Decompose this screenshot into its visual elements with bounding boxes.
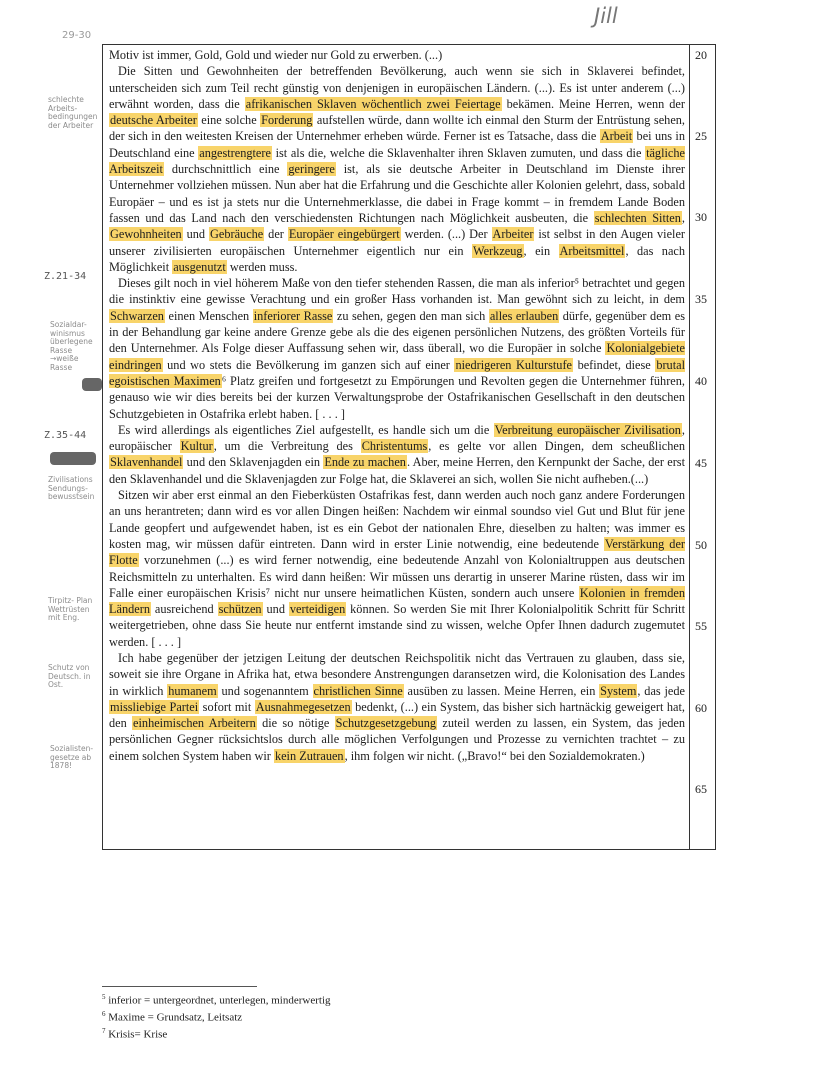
highlighted-phrase: Kolonialgebiete eindringen xyxy=(109,341,685,372)
highlighted-phrase: missliebige Partei xyxy=(110,699,199,714)
highlighted-phrase: Schwarzen xyxy=(110,308,164,323)
highlighted-phrase: Forderung xyxy=(261,113,313,128)
text-run: zu sehen, gegen den man sich xyxy=(333,308,489,323)
text-paragraph xyxy=(109,47,685,63)
highlighted-phrase: Arbeitsmittel xyxy=(559,243,625,258)
highlighted-phrase: Werkzeug xyxy=(473,243,523,258)
margin-note-protection: Schutz von Deutsch. in Ost. xyxy=(48,663,91,689)
highlighted-phrase: Kultur xyxy=(180,439,213,454)
highlighted-phrase: Europäer eingebürgert xyxy=(288,227,400,242)
line-number: 30 xyxy=(695,210,707,224)
highlighted-phrase: ausgenutzt xyxy=(173,259,226,274)
highlighted-phrase: tägliche Arbeitszeit xyxy=(109,145,685,177)
text-run: bekämen. Meine Herren, wenn der xyxy=(501,96,685,111)
footnote: $^7$ Krisis= Krise xyxy=(102,1026,168,1041)
handwritten-page-marker: 29-30 xyxy=(62,30,92,41)
text-run: sofort mit xyxy=(199,699,255,714)
text-run: ist selbst in den Augen vieler unserer zivilisierten europäischen Unternehmer eigentlich nur ein xyxy=(109,227,686,258)
highlighted-phrase: Ausnahmegesetzen xyxy=(255,699,351,714)
text-run: durchschnittlich eine xyxy=(163,162,288,177)
highlighted-phrase: Sklavenhandel xyxy=(110,455,183,470)
line-number-column-divider xyxy=(689,45,690,849)
text-run: können. So werden Sie mit Ihrer Kolonialpolitik Schritt für Schritt weitergetrieben, ohne dass Sie heute nur entfernt imstande sind zu wissen, welche Opfer Ihnen dadurch zugemutet werden. [ . . . ] xyxy=(109,602,686,649)
highlighted-phrase: angestrengtere xyxy=(199,145,271,160)
text-run: der xyxy=(264,227,288,242)
margin-note-civilizing-mission: Zivilisations Sendungs- bewusstsein xyxy=(48,475,95,501)
text-run: eine solche xyxy=(197,113,261,128)
text-run: und xyxy=(182,227,209,242)
highlighted-phrase: Arbeiter xyxy=(492,227,534,242)
line-range-note: Z.35-44 xyxy=(44,430,87,441)
line-number: 25 xyxy=(695,129,707,143)
text-run: , xyxy=(681,210,685,225)
highlighted-phrase: Kolonien in fremden Ländern xyxy=(109,585,685,617)
footnotes xyxy=(102,991,331,1042)
margin-note-social-darwinism: Sozialdar- winismus überlegene Rasse →weiße Rasse xyxy=(50,320,93,372)
text-run: , europäischer xyxy=(109,422,685,454)
highlighted-phrase: geringere xyxy=(288,162,335,177)
highlighted-phrase: Gewohnheiten xyxy=(110,227,182,242)
line-number: 65 xyxy=(695,782,707,796)
highlighted-phrase: System xyxy=(600,683,637,698)
margin-note-working-conditions: schlechte Arbeits- bedingungen der Arbeiter xyxy=(48,95,98,130)
text-run: Ich habe gegenüber der jetzigen Leitung der deutschen Reichspolitik nicht das Vertrauen zu glauben, dass sie, soweit sie ihre Organe in Afrika hat, etwa besondere Anstrengungen daransetzen wird, die Kolonisation des Landes in wirklich xyxy=(109,650,685,698)
text-run: Es wird allerdings als eigentliches Ziel aufgestellt, es handle sich um die xyxy=(118,422,494,437)
text-paragraph xyxy=(109,422,685,487)
text-run: bei uns in Deutschland eine xyxy=(109,129,685,160)
text-run: einen Menschen xyxy=(164,308,253,323)
line-number: 60 xyxy=(695,701,707,715)
text-run: und den Sklavenjagden ein xyxy=(183,455,324,470)
text-run: und wo stets die Bevölkerung im ganzen sich auf einer xyxy=(162,357,455,372)
text-run: ist, als sie deutsche Arbeiter in Deutschland im Dienste ihrer Unternehmer vollziehen müssen. Nun aber hat die Erfahrung und die Geschichte aller Kolonien gelehrt, dass, sobald Europäer – und es ist ja stets nur die Unternehmerklasse, die dabei in Frage kommt – in fremdem Lande Boden fassen und das Land nach den verschiedensten Richtungen nach Möglichkeit ausbeuten, die xyxy=(109,162,685,225)
highlighted-phrase: afrikanischen Sklaven wöchentlich zwei Feiertage xyxy=(245,96,501,111)
highlighted-phrase: niedrigeren Kulturstufe xyxy=(455,357,573,372)
line-number: 35 xyxy=(695,292,707,306)
line-number: 45 xyxy=(695,456,707,470)
line-number: 55 xyxy=(695,619,707,633)
highlighted-phrase: schlechten Sitten xyxy=(594,210,681,225)
line-number: 50 xyxy=(695,538,707,552)
text-run: , ein xyxy=(523,243,559,258)
highlighted-phrase: kein Zutrauen xyxy=(274,748,344,763)
text-run: ausüben zu lassen. Meine Herren, ein xyxy=(403,683,600,698)
scribble-mark xyxy=(50,452,96,465)
text-run: vorzunehmen (...) es wird ferner notwendig, eine bedeutende Anzahl von Kolonialtruppen aus deutschen Reichsmitteln zu unterhalten. Es wird dann heißen: Wir müssen uns derartig in unserer Marine rüsten, dass wir im Falle einer europäischen Krisis⁷ nicht nur unsere heimatlichen Küsten, sondern auch unsere xyxy=(109,553,685,600)
handwritten-author-name: Jill xyxy=(594,4,618,28)
footnote-separator xyxy=(102,986,257,987)
text-run: ausreichend xyxy=(150,602,218,617)
highlighted-phrase: einheimischen Arbeitern xyxy=(133,716,256,731)
text-paragraph xyxy=(109,63,685,275)
text-run: ist als die, welche die Sklavenhalter ihren Sklaven zumuten, und dass die xyxy=(271,145,646,160)
text-run: . Aber, meine Herren, den Kernpunkt der Sache, der erst den Sklavenhandel und die Sklavenjagden zur Folge hat, die Sklaverei an sich, wollen Sie nicht aufheben.(...) xyxy=(109,455,685,486)
text-run: , das jede xyxy=(637,683,685,698)
text-paragraph xyxy=(109,275,685,422)
text-run: werden muss. xyxy=(226,259,298,274)
text-run: , das nach Möglichkeit xyxy=(109,243,686,274)
highlighted-phrase: Schutzgesetzgebung xyxy=(335,716,437,731)
highlighted-phrase: deutsche Arbeiter xyxy=(110,113,197,128)
highlighted-phrase: Gebräuche xyxy=(210,227,264,242)
text-run: die so nötige xyxy=(256,716,335,731)
highlighted-phrase: alles erlauben xyxy=(489,308,559,323)
line-number: 40 xyxy=(695,374,707,388)
text-run: Motiv ist immer, Gold, Gold und wieder nur Gold zu erwerben. (...) xyxy=(109,48,443,62)
text-run: und xyxy=(262,602,289,617)
footnote: $^5$ inferior = untergeordnet, unterlegen, minderwertig xyxy=(102,993,331,1007)
footnote: $^6$ Maxime = Grundsatz, Leitsatz xyxy=(102,1009,243,1024)
highlighted-phrase: inferiorer Rasse xyxy=(253,308,333,323)
margin-note-socialist-laws: Sozialisten- gesetze ab 1878! xyxy=(50,744,94,770)
line-number: 20 xyxy=(695,48,707,62)
highlighted-phrase: schützen xyxy=(218,602,262,617)
highlighted-phrase: Arbeit xyxy=(600,129,633,144)
highlighted-phrase: Christentums xyxy=(361,439,428,454)
margin-note-tirpitz-plan: Tirpitz- Plan Wettrüsten mit Eng. xyxy=(48,596,93,622)
text-run: , um die Verbreitung des xyxy=(213,439,361,454)
highlighted-phrase: christlichen Sinne xyxy=(313,683,403,698)
text-paragraph xyxy=(109,487,685,650)
highlighted-phrase: humanem xyxy=(168,683,217,698)
source-text-frame xyxy=(102,44,716,850)
scribble-mark xyxy=(82,378,102,391)
text-run: Dieses gilt noch in viel höherem Maße von den tiefer stehenden Rassen, die man als inferior⁵ betrachtet und gegen die instinktiv eine gewisse Verachtung und ein großer Hass vorhanden ist. Man gewöhnt sich zu leicht, in dem xyxy=(109,276,685,307)
highlighted-phrase: brutal egoistischen Maximen xyxy=(109,357,685,388)
source-text xyxy=(109,47,685,764)
line-range-note: Z.21-34 xyxy=(44,271,87,282)
text-paragraph xyxy=(109,650,685,764)
text-run: dürfe, gegenüber dem es in der Behandlung gar keine andere Grenze gebe als die des eigenen persönlichen Nutzens, des größten Vorteils für den Unternehmer. Als Folge dieser Auffassung sehen wir, dass überall, wo die Europäer in solche xyxy=(109,308,685,356)
text-run: , ihm folgen wir nicht. („Bravo!“ bei den Sozialdemokraten.) xyxy=(344,748,645,763)
text-run: , es gelte vor allen Dingen, dem scheußlichen xyxy=(428,439,685,454)
text-run: befindet, diese xyxy=(573,357,656,372)
text-run: zuteil werden zu lassen, ein System, das jeden persönlichen Gegner rücksichtslos durch alle möglichen Verfolgungen und Prozesse zu vernichten trachtet – zu einem solchen System haben wir xyxy=(109,716,685,763)
highlighted-phrase: Verstärkung der Flotte xyxy=(109,536,685,568)
text-run: und sogenanntem xyxy=(217,683,313,698)
highlighted-phrase: verteidigen xyxy=(289,602,346,617)
text-run: aufstellen würde, dann wollte ich einmal den Sturm der Entrüstung sehen, der sich in den weitesten Kreisen der Unternehmer erheben würde. Ferner ist es Tatsache, dass die xyxy=(109,113,685,144)
highlighted-phrase: Verbreitung europäischer Zivilisation xyxy=(494,422,681,437)
text-run: ⁶ Platz greifen und fortgesetzt zu Empörungen und Revolten gegen die Unternehmer führen, genauso wie wir dies bereits bei der kurzen Verwaltungsprobe der Ostafrikanischen Gesellschaft in den deutschen Schutzgebieten in Ostafrika erlebt haben. [ . . . ] xyxy=(109,373,685,421)
text-run: Die Sitten und Gewohnheiten der betreffenden Bevölkerung, auch wenn sie sich in Sklaverei befindet, unterscheiden sich zum Teil recht günstig von denjenigen in europäischen Ländern. (...). Es ist unter anderem (...) erwähnt worden, dass die xyxy=(109,64,685,111)
text-run: werden. (...) Der xyxy=(400,227,492,242)
highlighted-phrase: Ende zu machen xyxy=(324,455,406,470)
text-run: bedenkt, (...) ein System, das bisher sich hartnäckig geweigert hat, den xyxy=(109,699,685,731)
text-run: Sitzen wir aber erst einmal an den Fieberküsten Ostafrikas fest, dann werden auch noch ganz andere Forderungen an uns herantreten; dann wird es vor allen Dingen heißen: Nachdem wir einmal soundso viel Gut und Blut für jene Lande geopfert und aufgewendet haben, ist es ein Gebot der nationalen Ehre, dieselben zu halten; was immer es kosten mag, wir müssen dafür eintreten. Dann wird in erster Linie notwendig, eine bedeutende xyxy=(109,488,685,551)
